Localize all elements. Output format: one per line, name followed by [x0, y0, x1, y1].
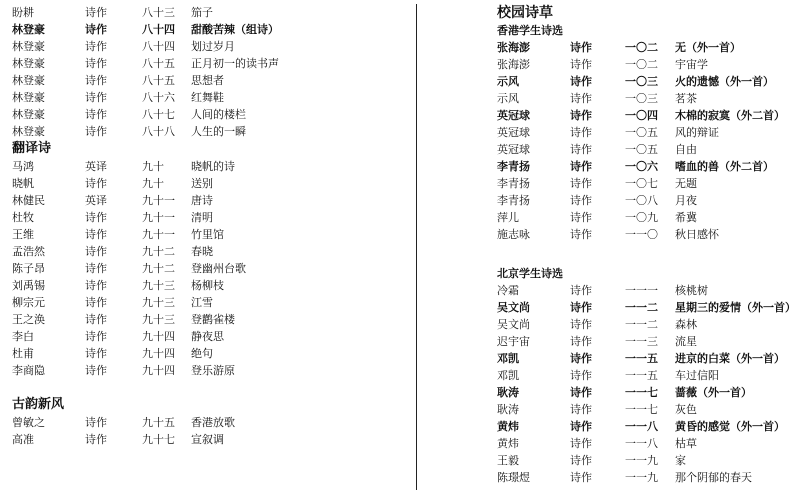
toc-entry	[12, 277, 404, 294]
entry-role: 诗作	[85, 23, 107, 36]
entry-role: 诗作	[85, 364, 107, 377]
toc-entry	[497, 316, 797, 333]
toc-entry	[497, 90, 797, 107]
entry-role: 英译	[85, 160, 107, 173]
entry-author: 吴文尚	[497, 318, 530, 331]
toc-entry	[497, 401, 797, 418]
entry-role: 诗作	[570, 403, 592, 416]
entry-role: 诗作	[85, 245, 107, 258]
entry-page: 一一七	[625, 386, 658, 399]
entry-title: 笳子	[191, 6, 213, 19]
entry-title: 火的遗憾（外一首）	[675, 75, 774, 88]
entry-title: 正月初一的读书声	[191, 57, 279, 70]
entry-title: 唐诗	[191, 194, 213, 207]
entry-author: 黄炜	[497, 420, 519, 433]
entry-author: 林登豪	[12, 108, 45, 121]
toc-entry	[12, 431, 404, 448]
hk-student-list	[497, 39, 797, 243]
entry-role: 诗作	[85, 416, 107, 429]
entry-role: 诗作	[85, 433, 107, 446]
entry-author: 迟宇宙	[497, 335, 530, 348]
entry-page: 九十	[142, 160, 164, 173]
entry-role: 诗作	[570, 75, 592, 88]
entry-page: 一一五	[625, 352, 658, 365]
entry-author: 邓凯	[497, 352, 519, 365]
entry-author: 盼耕	[12, 6, 34, 19]
toc-entry	[497, 175, 797, 192]
entry-page: 一〇八	[625, 194, 658, 207]
entry-title: 自由	[675, 143, 697, 156]
entry-title: 无（外一首）	[675, 41, 741, 54]
entry-page: 一一二	[625, 318, 658, 331]
entry-page: 九十五	[142, 416, 175, 429]
entry-author: 邓凯	[497, 369, 519, 382]
entry-role: 诗作	[570, 177, 592, 190]
entry-author: 林登豪	[12, 125, 45, 138]
entry-title: 核桃树	[675, 284, 708, 297]
entry-title: 流星	[675, 335, 697, 348]
entry-page: 九十四	[142, 364, 175, 377]
entry-author: 张海澎	[497, 41, 530, 54]
entry-page: 九十一	[142, 211, 175, 224]
entry-role: 诗作	[85, 40, 107, 53]
entry-page: 九十一	[142, 194, 175, 207]
entry-page: 一一一	[625, 284, 658, 297]
toc-left-column	[12, 4, 404, 448]
entry-title: 香港放歌	[191, 416, 235, 429]
toc-entry	[12, 21, 404, 38]
entry-role: 诗作	[85, 108, 107, 121]
entry-author: 高准	[12, 433, 34, 446]
entry-role: 诗作	[570, 420, 592, 433]
entry-title: 送别	[191, 177, 213, 190]
entry-page: 一〇五	[625, 126, 658, 139]
entry-title: 杨柳枝	[191, 279, 224, 292]
toc-entry	[497, 124, 797, 141]
entry-page: 八十六	[142, 91, 175, 104]
entry-author: 杜牧	[12, 211, 34, 224]
entry-page: 八十七	[142, 108, 175, 121]
toc-entry	[12, 38, 404, 55]
entry-page: 九十二	[142, 245, 175, 258]
entry-role: 诗作	[570, 471, 592, 484]
entry-author: 曾敏之	[12, 416, 45, 429]
entry-author: 萍儿	[497, 211, 519, 224]
entry-role: 诗作	[85, 313, 107, 326]
entry-title: 登乐游原	[191, 364, 235, 377]
entry-page: 一一五	[625, 369, 658, 382]
entry-role: 诗作	[85, 296, 107, 309]
entry-title: 星期三的爱情（外一首）	[675, 301, 796, 314]
entry-page: 一〇七	[625, 177, 658, 190]
toc-entry	[12, 362, 404, 379]
toc-entry	[12, 328, 404, 345]
entry-title: 登鹳雀楼	[191, 313, 235, 326]
entry-author: 李青扬	[497, 194, 530, 207]
entry-role: 诗作	[570, 211, 592, 224]
entry-page: 一一九	[625, 471, 658, 484]
toc-entry	[12, 158, 404, 175]
entry-title: 宇宙学	[675, 58, 708, 71]
entry-author: 陈子昂	[12, 262, 45, 275]
toc-entry	[497, 384, 797, 401]
toc-entry	[12, 345, 404, 362]
entry-page: 一〇六	[625, 160, 658, 173]
entry-title: 划过岁月	[191, 40, 235, 53]
entry-title: 那个阴郁的春天	[675, 471, 752, 484]
entry-role: 诗作	[85, 57, 107, 70]
entry-title: 风的辩证	[675, 126, 719, 139]
entry-page: 九十四	[142, 347, 175, 360]
entry-author: 英冠球	[497, 143, 530, 156]
entry-title: 车过信阳	[675, 369, 719, 382]
entry-role: 诗作	[570, 386, 592, 399]
entry-title: 春晓	[191, 245, 213, 258]
entry-title: 人间的楼栏	[191, 108, 246, 121]
entry-author: 示风	[497, 75, 519, 88]
toc-entry	[497, 209, 797, 226]
entry-author: 林登豪	[12, 74, 45, 87]
entry-title: 希冀	[675, 211, 697, 224]
toc-entry	[12, 89, 404, 106]
toc-entry	[12, 4, 404, 21]
entry-author: 陈璟煜	[497, 471, 530, 484]
entry-role: 诗作	[85, 347, 107, 360]
entry-page: 八十四	[142, 23, 175, 36]
entry-role: 诗作	[570, 437, 592, 450]
entry-author: 李白	[12, 330, 34, 343]
entry-author: 马鸿	[12, 160, 34, 173]
entry-author: 吴文尚	[497, 301, 530, 314]
entry-role: 诗作	[570, 228, 592, 241]
toc-right-column	[497, 4, 797, 486]
entry-role: 诗作	[85, 125, 107, 138]
entry-author: 示风	[497, 92, 519, 105]
entry-role: 诗作	[85, 74, 107, 87]
entry-role: 诗作	[570, 352, 592, 365]
toc-entry	[12, 294, 404, 311]
entry-page: 一〇二	[625, 41, 658, 54]
entry-page: 八十五	[142, 57, 175, 70]
entry-author: 晓帆	[12, 177, 34, 190]
entry-page: 八十三	[142, 6, 175, 19]
toc-entry	[497, 469, 797, 486]
entry-role: 诗作	[570, 318, 592, 331]
entry-title: 蔷薇（外一首）	[675, 386, 752, 399]
entry-title: 红舞鞋	[191, 91, 224, 104]
entry-page: 九十二	[142, 262, 175, 275]
entry-author: 耿涛	[497, 403, 519, 416]
entry-title: 清明	[191, 211, 213, 224]
entry-title: 静夜思	[191, 330, 224, 343]
entry-title: 枯草	[675, 437, 697, 450]
toc-entry	[497, 56, 797, 73]
entry-page: 一一三	[625, 335, 658, 348]
entry-role: 诗作	[570, 143, 592, 156]
toc-entry	[12, 192, 404, 209]
toc-entry	[12, 226, 404, 243]
toc-entry	[497, 418, 797, 435]
entry-author: 杜甫	[12, 347, 34, 360]
entry-page: 九十三	[142, 313, 175, 326]
entry-role: 诗作	[85, 6, 107, 19]
entry-page: 一〇二	[625, 58, 658, 71]
toc-entry	[497, 367, 797, 384]
toc-entry	[12, 311, 404, 328]
toc-entry	[12, 123, 404, 140]
entry-role: 诗作	[570, 126, 592, 139]
toc-entry	[497, 350, 797, 367]
entry-title: 思想者	[191, 74, 224, 87]
entry-role: 诗作	[85, 228, 107, 241]
entry-role: 诗作	[570, 194, 592, 207]
entry-author: 王毅	[497, 454, 519, 467]
classic-list	[12, 414, 404, 448]
entry-author: 林登豪	[12, 40, 45, 53]
entry-title: 黄昏的感觉（外一首）	[675, 420, 785, 433]
toc-entry	[497, 226, 797, 243]
bj-student-list	[497, 282, 797, 486]
toc-entry	[497, 282, 797, 299]
toc-entry	[497, 192, 797, 209]
entry-author: 冷霜	[497, 284, 519, 297]
entry-page: 八十五	[142, 74, 175, 87]
toc-entry	[12, 209, 404, 226]
entry-author: 柳宗元	[12, 296, 45, 309]
entry-page: 九十三	[142, 279, 175, 292]
entry-title: 竹里馆	[191, 228, 224, 241]
entry-author: 黄炜	[497, 437, 519, 450]
entry-author: 张海澎	[497, 58, 530, 71]
toc-entry	[12, 175, 404, 192]
toc-entry	[497, 107, 797, 124]
entry-title: 晓帆的诗	[191, 160, 235, 173]
translation-list	[12, 158, 404, 379]
toc-entry	[12, 106, 404, 123]
section-title-campus: 校园诗草	[497, 5, 553, 21]
entry-role: 诗作	[570, 58, 592, 71]
entry-page: 九十	[142, 177, 164, 190]
entry-title: 江雪	[191, 296, 213, 309]
subsection-title-hk: 香港学生诗选	[497, 24, 563, 37]
entry-author: 林登豪	[12, 23, 45, 36]
entry-page: 一一〇	[625, 228, 658, 241]
entry-page: 一〇九	[625, 211, 658, 224]
entry-page: 一一七	[625, 403, 658, 416]
entry-page: 一〇五	[625, 143, 658, 156]
entry-title: 月夜	[675, 194, 697, 207]
left-top-list	[12, 4, 404, 140]
entry-title: 甜酸苦辣（组诗）	[191, 23, 279, 36]
toc-entry	[12, 55, 404, 72]
spacer	[12, 379, 404, 396]
toc-entry	[12, 243, 404, 260]
subsection-title-bj: 北京学生诗选	[497, 267, 563, 280]
toc-entry	[12, 414, 404, 431]
toc-entry	[497, 39, 797, 56]
entry-role: 诗作	[85, 262, 107, 275]
entry-role: 诗作	[570, 109, 592, 122]
entry-role: 诗作	[85, 330, 107, 343]
entry-page: 九十三	[142, 296, 175, 309]
entry-page: 八十四	[142, 40, 175, 53]
toc-entry	[497, 73, 797, 90]
toc-entry	[12, 260, 404, 277]
entry-page: 九十七	[142, 433, 175, 446]
entry-role: 诗作	[570, 284, 592, 297]
entry-title: 森林	[675, 318, 697, 331]
entry-title: 木棉的寂寞（外二首）	[675, 109, 785, 122]
entry-page: 一〇三	[625, 92, 658, 105]
spacer	[497, 243, 797, 265]
entry-author: 孟浩然	[12, 245, 45, 258]
entry-role: 诗作	[570, 454, 592, 467]
toc-entry	[497, 435, 797, 452]
toc-entry	[497, 333, 797, 350]
entry-page: 一一二	[625, 301, 658, 314]
toc-entry	[497, 141, 797, 158]
section-title-classic: 古韵新风	[12, 397, 65, 412]
toc-entry	[497, 452, 797, 469]
entry-title: 无题	[675, 177, 697, 190]
entry-author: 英冠球	[497, 126, 530, 139]
entry-role: 诗作	[85, 279, 107, 292]
toc-entry	[497, 299, 797, 316]
entry-page: 八十八	[142, 125, 175, 138]
entry-page: 九十四	[142, 330, 175, 343]
entry-author: 李商隐	[12, 364, 45, 377]
entry-role: 诗作	[570, 92, 592, 105]
entry-author: 王维	[12, 228, 34, 241]
entry-page: 一一八	[625, 420, 658, 433]
entry-title: 灰色	[675, 403, 697, 416]
entry-title: 绝句	[191, 347, 213, 360]
entry-author: 施志咏	[497, 228, 530, 241]
entry-author: 李青扬	[497, 160, 530, 173]
entry-title: 进京的白菜（外一首）	[675, 352, 785, 365]
entry-author: 王之涣	[12, 313, 45, 326]
entry-page: 一〇四	[625, 109, 658, 122]
entry-author: 李青扬	[497, 177, 530, 190]
entry-title: 登幽州台歌	[191, 262, 246, 275]
entry-title: 嗜血的兽（外二首）	[675, 160, 774, 173]
entry-author: 林登豪	[12, 91, 45, 104]
entry-role: 英译	[85, 194, 107, 207]
entry-title: 家	[675, 454, 686, 467]
entry-title: 茗茶	[675, 92, 697, 105]
entry-page: 一一八	[625, 437, 658, 450]
entry-author: 英冠球	[497, 109, 530, 122]
toc-entry	[12, 72, 404, 89]
entry-role: 诗作	[85, 177, 107, 190]
entry-role: 诗作	[85, 91, 107, 104]
toc-entry	[497, 158, 797, 175]
entry-role: 诗作	[570, 301, 592, 314]
entry-author: 林健民	[12, 194, 45, 207]
entry-page: 一一九	[625, 454, 658, 467]
entry-title: 宣叙调	[191, 433, 224, 446]
entry-page: 一〇三	[625, 75, 658, 88]
entry-author: 耿涛	[497, 386, 519, 399]
section-title-translation: 翻译诗	[12, 141, 52, 156]
column-divider	[416, 4, 417, 490]
entry-role: 诗作	[570, 160, 592, 173]
entry-author: 林登豪	[12, 57, 45, 70]
entry-role: 诗作	[570, 369, 592, 382]
entry-title: 人生的一瞬	[191, 125, 246, 138]
entry-role: 诗作	[570, 335, 592, 348]
entry-role: 诗作	[85, 211, 107, 224]
entry-page: 九十一	[142, 228, 175, 241]
entry-title: 秋日感怀	[675, 228, 719, 241]
entry-author: 刘禹锡	[12, 279, 45, 292]
entry-role: 诗作	[570, 41, 592, 54]
